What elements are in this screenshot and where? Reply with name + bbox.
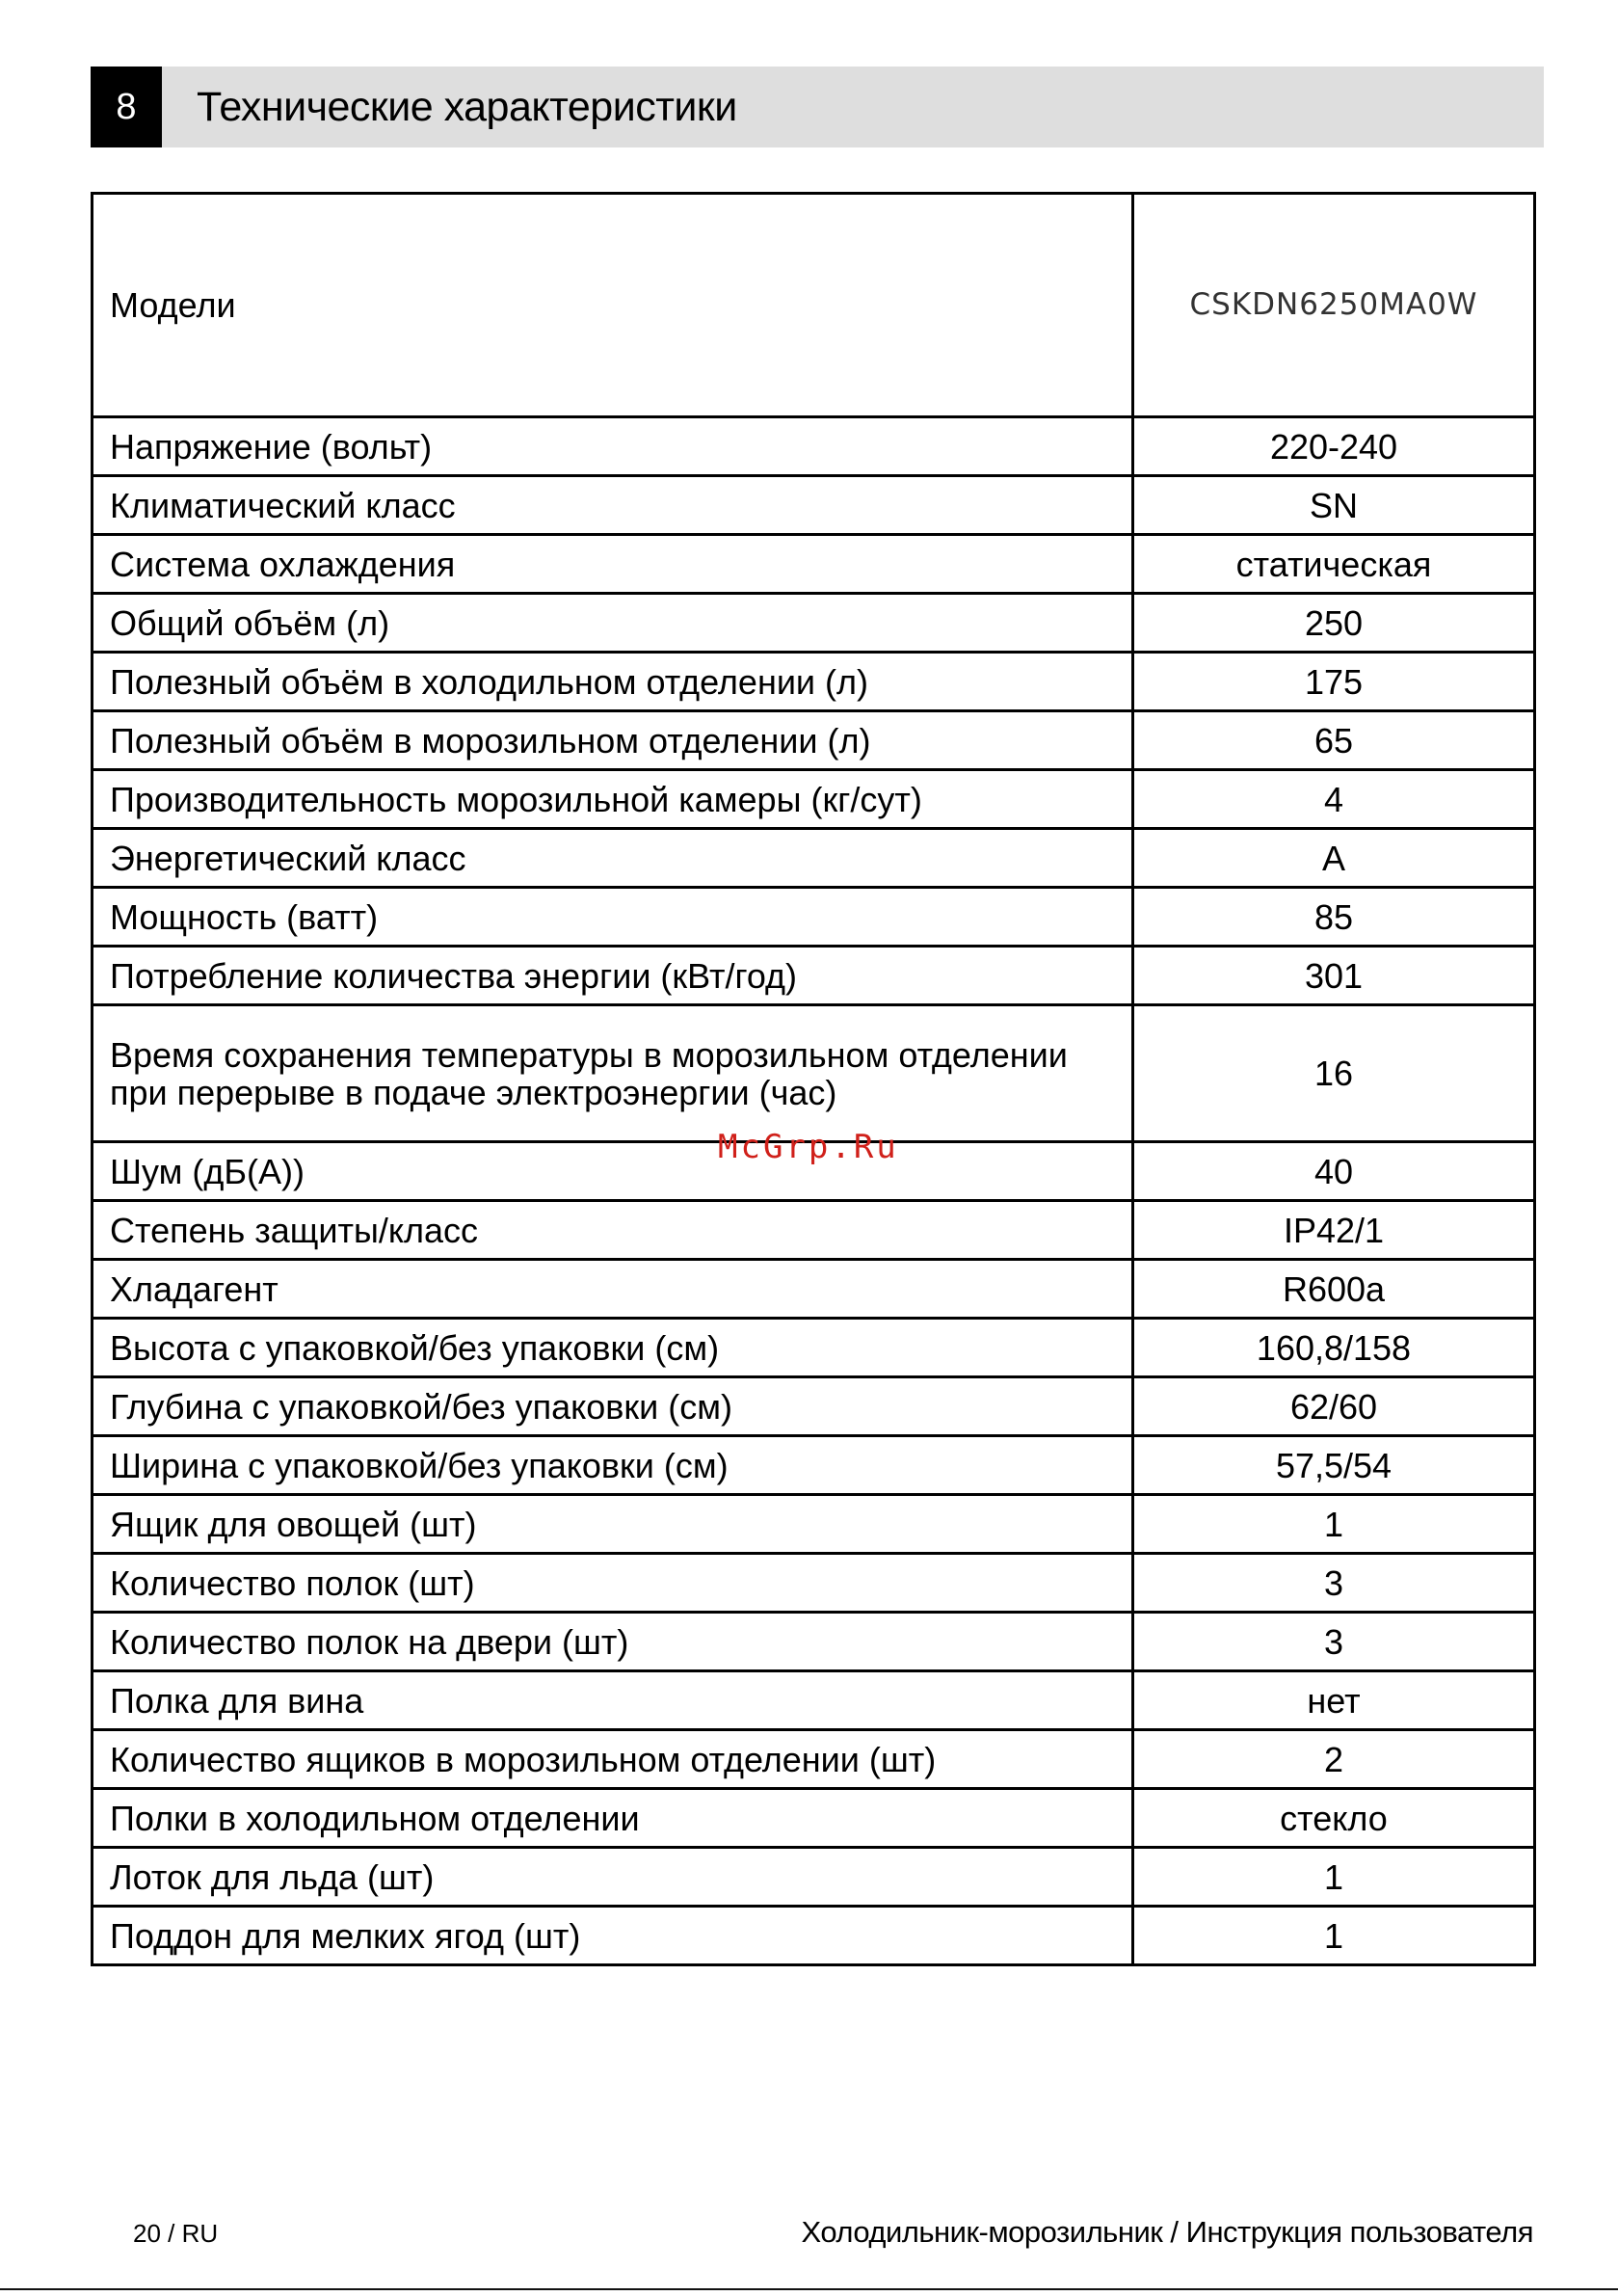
param-value: SN (1133, 476, 1535, 535)
section-number: 8 (91, 67, 162, 147)
param-value: 4 (1133, 770, 1535, 829)
param-value: A (1133, 829, 1535, 888)
section-header (91, 67, 1544, 147)
param-value: статическая (1133, 535, 1535, 594)
param-label: Энергетический класс (93, 829, 1133, 888)
table-row (93, 417, 1535, 476)
param-label: Время сохранения температуры в морозильном отделении при перерыве в подаче электроэнергии (час) (93, 1005, 1133, 1142)
param-value: R600a (1133, 1260, 1535, 1319)
param-label: Хладагент (93, 1260, 1133, 1319)
watermark: McGrp.Ru (718, 1128, 899, 1166)
param-label: Напряжение (вольт) (93, 417, 1133, 476)
param-value: 1 (1133, 1907, 1535, 1965)
param-value: стекло (1133, 1789, 1535, 1848)
param-value: 1 (1133, 1848, 1535, 1907)
model-row (93, 194, 1535, 417)
param-label: Количество ящиков в морозильном отделении (шт) (93, 1730, 1133, 1789)
table-row (93, 1554, 1535, 1613)
table-row (93, 653, 1535, 711)
param-value: 301 (1133, 947, 1535, 1005)
param-value: 220-240 (1133, 417, 1535, 476)
table-row (93, 594, 1535, 653)
param-value: 250 (1133, 594, 1535, 653)
param-label: Производительность морозильной камеры (кг/сут) (93, 770, 1133, 829)
param-label: Мощность (ватт) (93, 888, 1133, 947)
param-value: 2 (1133, 1730, 1535, 1789)
footer-title: Холодильник-морозильник / Инструкция пользователя (801, 2215, 1533, 2249)
param-label: Количество полок на двери (шт) (93, 1613, 1133, 1671)
model-value: CSKDN6250MA0W (1133, 194, 1535, 417)
table-row (93, 1907, 1535, 1965)
param-value: 175 (1133, 653, 1535, 711)
param-value: 16 (1133, 1005, 1535, 1142)
param-value: 65 (1133, 711, 1535, 770)
table-row (93, 1495, 1535, 1554)
param-label: Система охлаждения (93, 535, 1133, 594)
param-label: Климатический класс (93, 476, 1133, 535)
param-value: 62/60 (1133, 1377, 1535, 1436)
param-value: IP42/1 (1133, 1201, 1535, 1260)
table-row (93, 1260, 1535, 1319)
param-label: Поддон для мелких ягод (шт) (93, 1907, 1133, 1965)
table-row (93, 1377, 1535, 1436)
param-label: Общий объём (л) (93, 594, 1133, 653)
table-row (93, 711, 1535, 770)
param-label: Высота с упаковкой/без упаковки (см) (93, 1319, 1133, 1377)
param-label: Ящик для овощей (шт) (93, 1495, 1133, 1554)
table-row (93, 1613, 1535, 1671)
specifications-table (91, 192, 1536, 1966)
param-label: Глубина с упаковкой/без упаковки (см) (93, 1377, 1133, 1436)
param-label: Полка для вина (93, 1671, 1133, 1730)
page-number: 20 / RU (133, 2219, 219, 2248)
param-label: Полезный объём в морозильном отделении (л) (93, 711, 1133, 770)
param-label: Шум (дБ(А)) (93, 1142, 1133, 1201)
table-row (93, 1319, 1535, 1377)
table-row (93, 1848, 1535, 1907)
param-value: 85 (1133, 888, 1535, 947)
param-label: Лоток для льда (шт) (93, 1848, 1133, 1907)
table-row (93, 1436, 1535, 1495)
table-row (93, 888, 1535, 947)
param-label: Полки в холодильном отделении (93, 1789, 1133, 1848)
table-row (93, 947, 1535, 1005)
footer-divider (0, 2288, 1618, 2290)
param-label: Ширина с упаковкой/без упаковки (см) (93, 1436, 1133, 1495)
table-row (93, 1789, 1535, 1848)
table-row (93, 1730, 1535, 1789)
param-label: Полезный объём в холодильном отделении (л) (93, 653, 1133, 711)
table-row (93, 1671, 1535, 1730)
param-value: 40 (1133, 1142, 1535, 1201)
param-value: нет (1133, 1671, 1535, 1730)
param-label: Количество полок (шт) (93, 1554, 1133, 1613)
section-title: Технические характеристики (197, 83, 737, 130)
param-value: 1 (1133, 1495, 1535, 1554)
table-row (93, 829, 1535, 888)
param-value: 3 (1133, 1554, 1535, 1613)
param-label: Степень защиты/класс (93, 1201, 1133, 1260)
table-row (93, 1201, 1535, 1260)
table-row (93, 1005, 1535, 1142)
table-row (93, 476, 1535, 535)
param-value: 3 (1133, 1613, 1535, 1671)
model-label: Модели (93, 194, 1133, 417)
table-row (93, 535, 1535, 594)
param-value: 160,8/158 (1133, 1319, 1535, 1377)
param-value: 57,5/54 (1133, 1436, 1535, 1495)
table-row (93, 770, 1535, 829)
param-label: Потребление количества энергии (кВт/год) (93, 947, 1133, 1005)
